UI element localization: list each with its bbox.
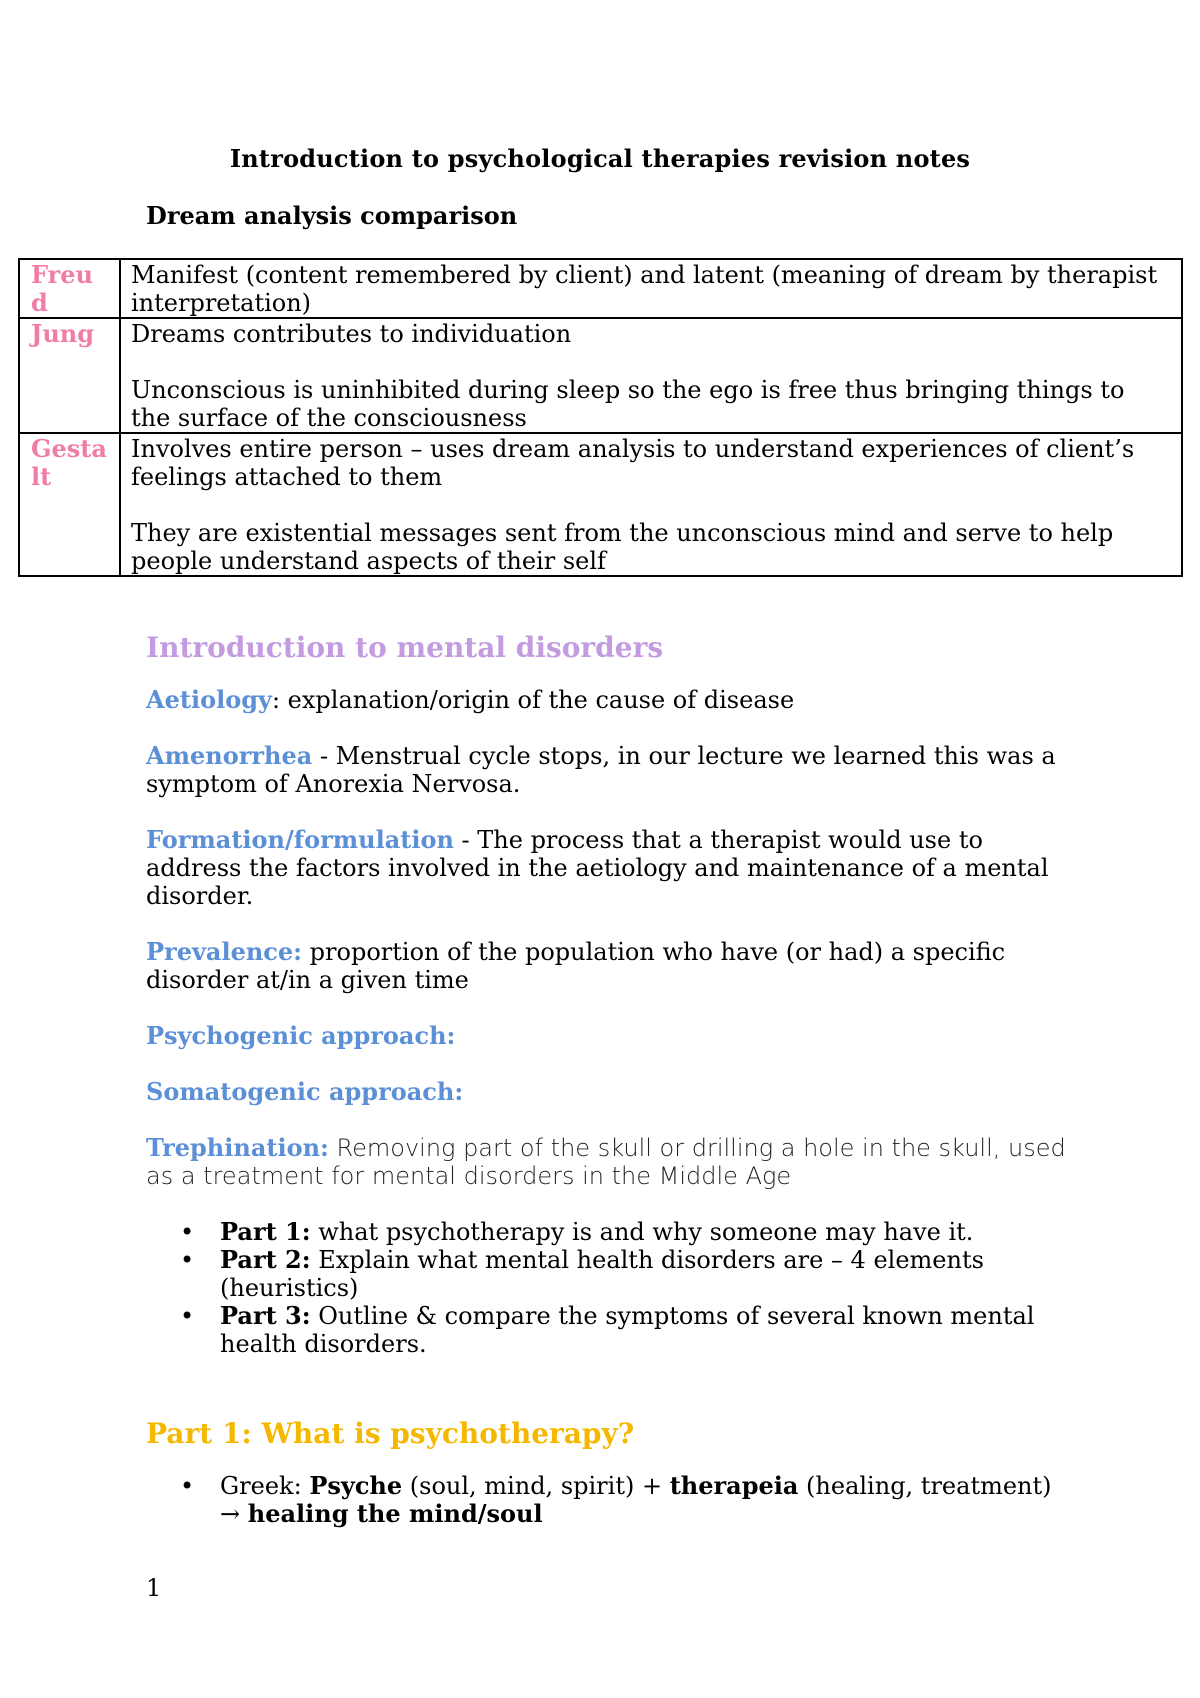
- term-label: Prevalence:: [146, 937, 303, 966]
- term-label: Aetiology: [146, 685, 272, 714]
- theorist-description: [120, 433, 1182, 576]
- dream-analysis-heading: Dream analysis comparison: [146, 201, 518, 230]
- theorist-description: [120, 318, 1182, 433]
- section-heading-psychotherapy: Part 1: What is psychotherapy?: [146, 1417, 635, 1450]
- definition-somatogenic: [146, 1078, 1066, 1106]
- part-label: Part 2:: [220, 1245, 311, 1274]
- document-title: Introduction to psychological therapies revision notes: [229, 144, 971, 173]
- description-paragraph: Manifest (content remembered by client) and latent (meaning of dream by therapist interpretation): [131, 261, 1158, 317]
- list-item: [220, 1218, 1066, 1246]
- table-row: [19, 433, 1182, 576]
- psychotherapy-list: [146, 1472, 1066, 1528]
- part-text: what psychotherapy is and why someone may have it.: [310, 1218, 974, 1246]
- therapeia-meaning: (healing, treatment) →: [220, 1472, 1052, 1528]
- definition-psychogenic: [146, 1022, 1066, 1050]
- definition-amenorrhea: [146, 742, 1066, 798]
- term-text: proportion of the population who have (or had) a specific disorder at/in a given time: [146, 938, 1006, 994]
- greek-prefix: Greek:: [220, 1472, 310, 1500]
- section-heading-mental-disorders: Introduction to mental disorders: [146, 631, 664, 664]
- lecture-parts-list: [146, 1218, 1066, 1358]
- term-label: Psychogenic approach:: [146, 1021, 456, 1050]
- part-label: Part 1:: [220, 1217, 311, 1246]
- table-row: [19, 318, 1182, 433]
- list-item: [220, 1302, 1066, 1358]
- theorist-description: [120, 259, 1182, 318]
- description-paragraph: Involves entire person – uses dream analysis to understand experiences of client’s feelings attached to them: [131, 435, 1135, 491]
- definition-aetiology: [146, 686, 1066, 714]
- term-label: Amenorrhea: [146, 741, 313, 770]
- theorist-jung: Jung: [19, 318, 120, 433]
- term-label: Trephination:: [146, 1133, 329, 1162]
- definition-formulation: [146, 826, 1066, 910]
- theorist-gestalt: Gestalt: [19, 433, 120, 576]
- psyche-meaning: (soul, mind, spirit) +: [402, 1472, 670, 1500]
- part-text: Explain what mental health disorders are – 4 elements (heuristics): [220, 1246, 984, 1302]
- description-paragraph: Unconscious is uninhibited during sleep so the ego is free thus bringing things to the surface of the consciousness: [131, 376, 1125, 432]
- dream-analysis-table: [18, 258, 1183, 577]
- page-number: 1: [146, 1574, 162, 1602]
- list-item: [220, 1246, 1066, 1302]
- description-paragraph: They are existential messages sent from the unconscious mind and serve to help people understand aspects of their self: [131, 519, 1114, 575]
- term-label: Somatogenic approach:: [146, 1077, 464, 1106]
- definition-prevalence: [146, 938, 1066, 994]
- part-label: Part 3:: [220, 1301, 311, 1330]
- theorist-freud: Freud: [19, 259, 120, 318]
- list-item: [220, 1472, 1066, 1528]
- document-body: [146, 632, 1066, 1528]
- term-text: : explanation/origin of the cause of disease: [271, 686, 795, 714]
- definition-trephination: [146, 1134, 1066, 1190]
- term-text: Removing part of the skull or drilling a hole in the skull, used as a treatment for mental disorders in the Middle Age: [146, 1134, 1066, 1190]
- part-text: Outline & compare the symptoms of several known mental health disorders.: [220, 1302, 1035, 1358]
- therapeia-term: therapeia: [669, 1471, 799, 1500]
- psychotherapy-result: healing the mind/soul: [247, 1499, 543, 1528]
- term-text: - Menstrual cycle stops, in our lecture we learned this was a symptom of Anorexia Nervosa.: [146, 742, 1056, 798]
- term-label: Formation/formulation: [146, 825, 454, 854]
- psyche-term: Psyche: [309, 1471, 403, 1500]
- description-paragraph: Dreams contributes to individuation: [131, 320, 572, 348]
- table-row: [19, 259, 1182, 318]
- term-text: - The process that a therapist would use to address the factors involved in the aetiology and maintenance of a mental disorder.: [146, 826, 1049, 910]
